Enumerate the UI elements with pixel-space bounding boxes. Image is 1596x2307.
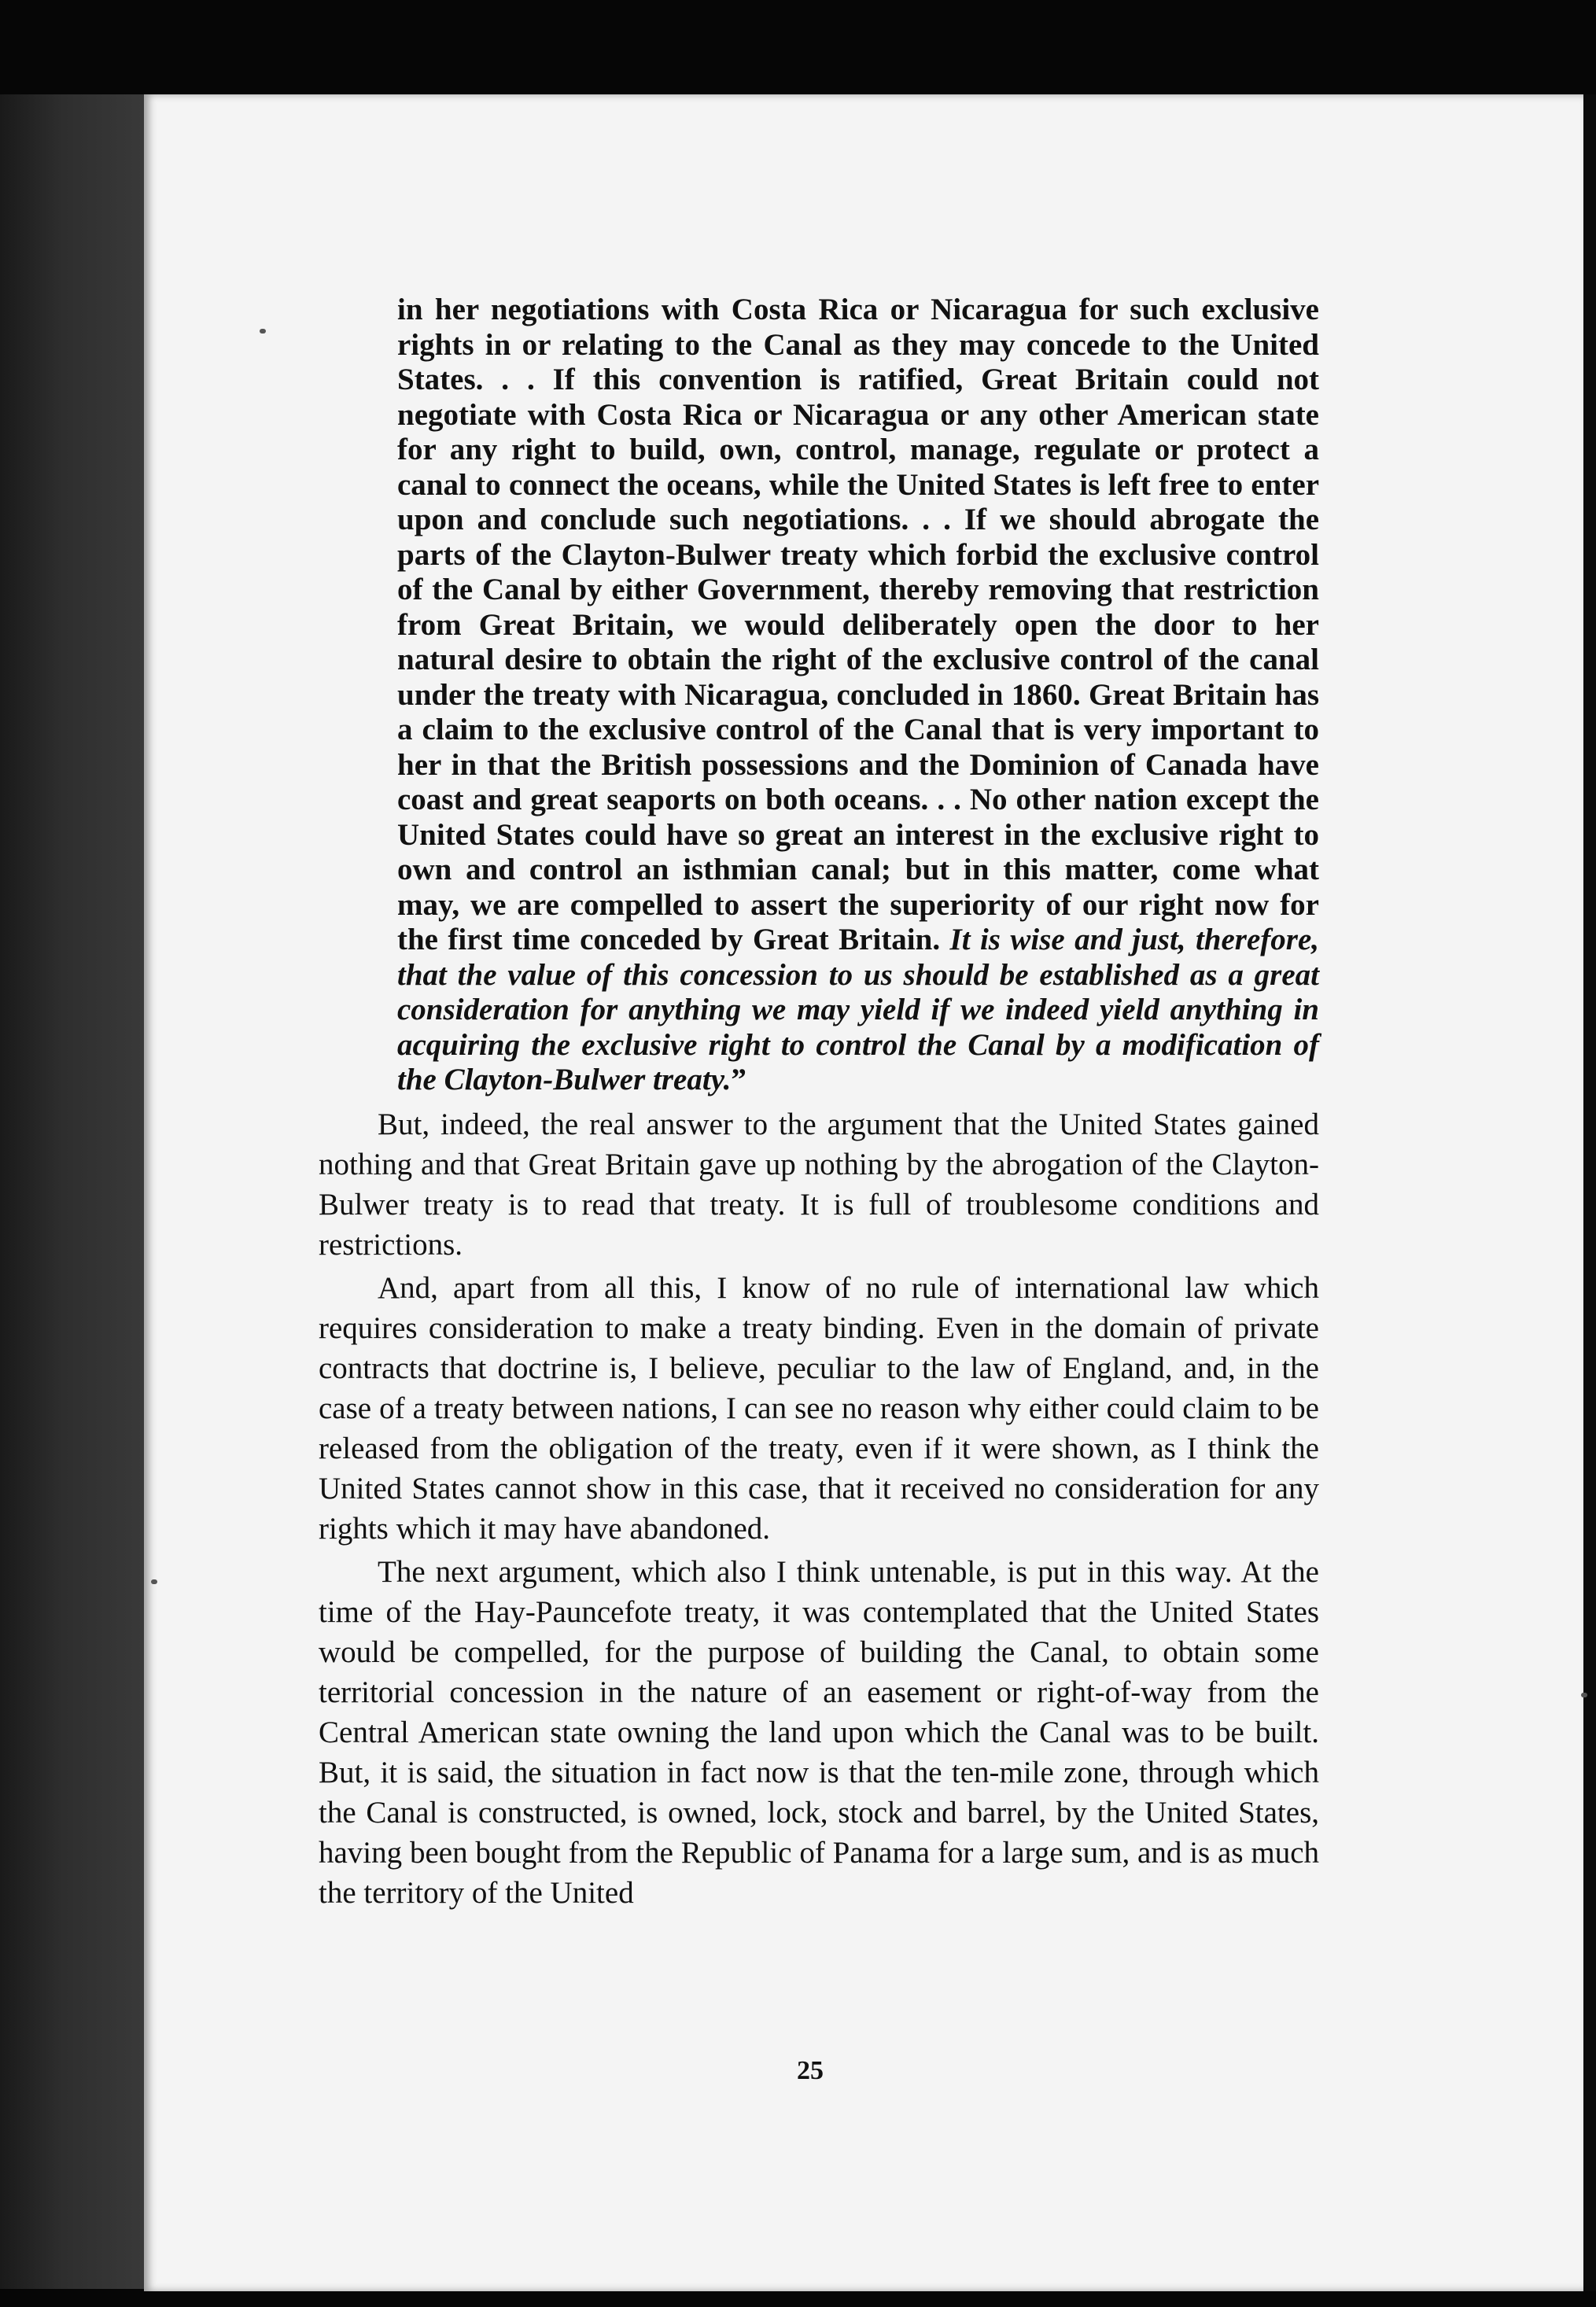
scan-speck — [260, 329, 266, 334]
quote-regular-text: in her negotiations with Costa Rica or Nicaragua for such exclusive rights in or relating to the Canal as they may concede to the United States. . . If this convention is ratified, Great Britain could not negotiate with Costa Rica or Nicaragua or any other American state for any right to build, own, control, manage, regulate or protect a canal to connect the oceans, while the United States is left free to enter upon and conclude such negotiations. . . If we should abrogate the parts of the Clayton-Bulwer treaty which forbid the exclusive control of the Canal by either Government, thereby removing that restriction from Great Britain, we would deliberately open the door to her natural desire to obtain the right of the exclusive control of the canal under the treaty with Nicaragua, concluded in 1860. Great Britain has a claim to the exclusive control of the Canal that is very important to her in that the British possessions and the Dominion of Canada have coast and great seaports on both oceans. . . No other nation except the United States could have so great an interest in the exclusive right to own and control an isthmian canal; but in this matter, come what may, we are compelled to assert the superiority of our right now for the first time conceded by Great Britain. — [397, 293, 1319, 956]
scan-border — [1583, 94, 1596, 2291]
body-paragraph: But, indeed, the real answer to the argument that the United States gained nothing and that Great Britain gave up nothing by the abrogation of the Clayton-Bulwer treaty is to read that treaty. It is full of troublesome conditions and restrictions. — [319, 1107, 1319, 1262]
quote-italic-text: It is wise and just, therefore, that the value of this concession to us should be established as a great consideration for anything we may yield if we indeed yield anything in acquiring the exclusive right to control the Canal by a modification of the Clayton-Bulwer treaty. — [397, 923, 1319, 1096]
body-paragraph: The next argument, which also I think untenable, is put in this way. At the time of the Hay-Pauncefote treaty, it was contemplated that the United States would be compelled, for the purpose of building the Canal, to obtain some territorial concession in the nature of an easement or right-of-way from the Central American state owning the land upon which the Canal was to be built. But, it is said, the situation in fact now is that the ten-mile zone, through which the Canal is constructed, is owned, lock, stock and barrel, by the United States, having been bought from the Republic of Panama for a large sum, and is as much the territory of the United — [319, 1554, 1319, 1910]
scan-speck — [151, 1579, 157, 1584]
block-quote — [319, 293, 1319, 1098]
quote-paragraph — [397, 293, 1319, 1098]
facing-page-edge — [0, 94, 157, 2289]
page-text — [319, 293, 1319, 1913]
page-number: 25 — [797, 2056, 824, 2085]
body-paragraph: And, apart from all this, I know of no rule of international law which requires consideration to make a treaty binding. Even in the domain of private contracts that doctrine is, I believe, peculiar to the law of England, and, in the case of a treaty between nations, I can see no reason why either could claim to be released from the obligation of the treaty, even if it were shown, as I think the United States cannot show in this case, that it received no consideration for any rights which it may have abandoned. — [319, 1270, 1319, 1546]
body-text — [319, 1104, 1319, 1913]
scan-speck — [1581, 1693, 1587, 1697]
quote-closing-mark: ” — [731, 1063, 746, 1096]
